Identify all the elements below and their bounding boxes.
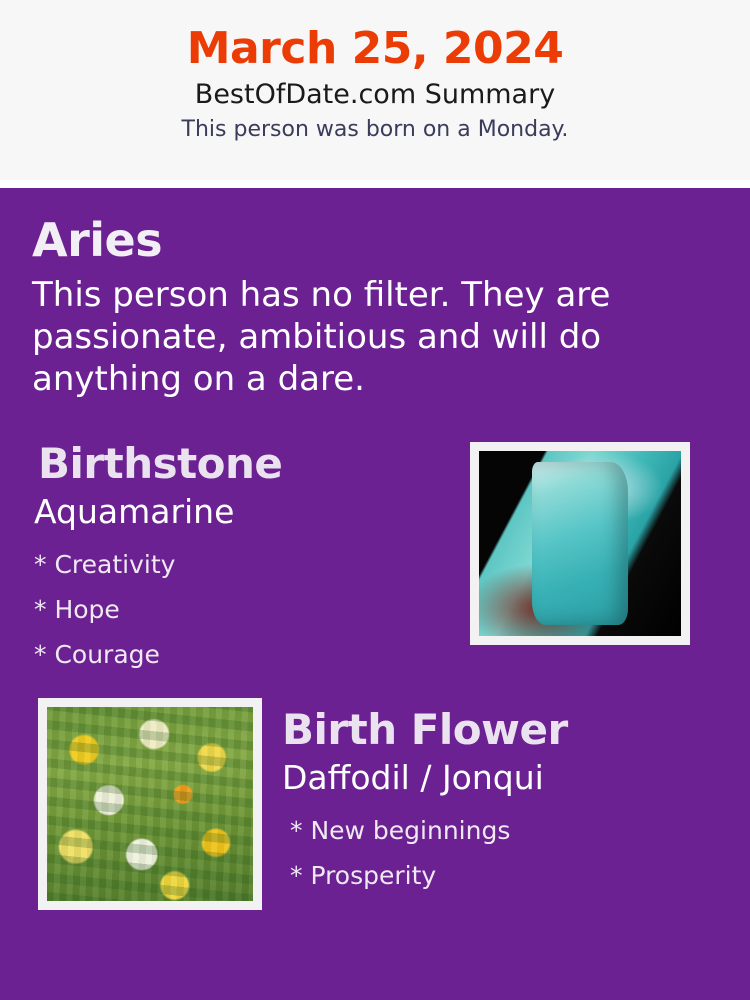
birthstone-text [32,438,472,677]
born-day-text: This person was born on a Monday. [181,117,569,142]
birth-flower-section [32,698,718,928]
page-title: March 25, 2024 [186,23,564,74]
aquamarine-crystal-image [479,451,681,636]
daffodil-field-image [47,707,253,901]
birthstone-section [32,438,718,678]
birth-flower-title: Birth Flower [282,705,568,754]
birthstone-trait: * Creativity [34,550,176,579]
birth-flower-name: Daffodil / Jonqui [282,758,544,797]
zodiac-description: This person has no filter. They are passionate, ambitious and will do anything on a dare. [32,275,611,399]
page-header [0,0,750,180]
birth-flower-trait: * New beginnings [290,816,511,845]
details-panel [0,188,750,1000]
zodiac-sign-name: Aries [32,213,163,267]
birth-flower-trait: * Prosperity [290,861,437,890]
birthstone-title: Birthstone [38,439,283,488]
birthstone-trait: * Hope [34,595,120,624]
birthstone-trait: * Courage [34,640,160,669]
birthstone-name: Aquamarine [34,492,235,531]
header-divider [0,180,750,188]
birth-flower-text [282,704,702,898]
site-summary-label: BestOfDate.com Summary [194,79,556,110]
birth-flower-photo-frame [38,698,262,910]
birthstone-photo-frame [470,442,690,645]
